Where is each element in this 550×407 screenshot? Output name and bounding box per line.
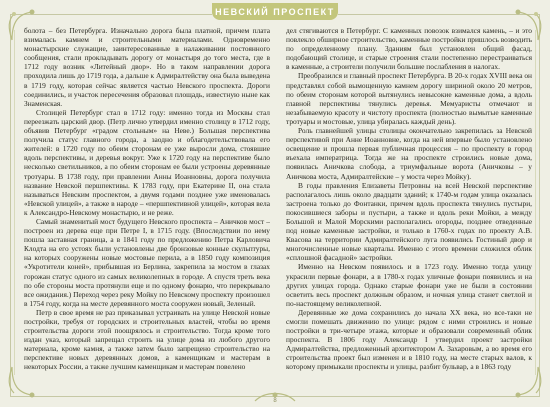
frame-inner-left-border: [14, 30, 15, 375]
paragraph: дел стягиваются в Петербург. С каменных повозок взимался камень, – и это повлекло обширное строительство, каменные постройки пришлось возводить по определенному плану. Зданиям был установлен общий фасад, подобающий столице, и старые строения стали постепенно перестраиваться в каменные, а строители получили большие послабления в налогах.: [286, 26, 532, 72]
frame-inner-right-border: [535, 30, 536, 375]
frame-right-border: [539, 14, 540, 397]
paragraph: Роль главнейшей улицы столицы окончательно закрепилась за Невской перспективой при Анне Иоанновне, когда на ней впервые было установлено освещение и прошла первая публичная процессия – по проспекту в город въехала императрица. Тогда же на проспекте строились новые дома, появилась Аничкова слобода, а триумфальные ворота (Аничковы – у Аничкова моста, Адмиралтейские – у моста через Мойку).: [286, 126, 532, 181]
text-column-left: [24, 26, 270, 372]
paragraph: Именно на Невском появилось и в 1723 году. Именно тогда улицу украсили первые фонари, а в 1780-х годах уличные фонари появились и на других улицах города. Однако старые фонари уже не были в состоянии осветить весь проспект должным образом, и ночная улица станет светлой и по-настоящему великолепной.: [286, 262, 532, 308]
paragraph: Столицей Петербург стал в 1712 году: именно тогда из Москвы стал переезжать царский двор. (Петр лично утвердил именно столицу в 1712 году, объявив Петербург «градом стольным» на Неве.) Большая перспектива получила статус главного города, а заодно и облагодетельствовала его жителей: в 1720 году по обеим сторонам ее уже выросли дома, стоявшие вдоль перспективы, и деревья вокруг. Уже к 1720 году на перспективе было несколько светильников, а по обеим сторонам ее были устроены деревянные тротуары. В 1738 году, при правлении Анны Иоанновны, дорога получила название Невской першпективы. К 1783 году, при Екатерине II, она стала называться Невским проспектом, а двумя годами позднее уже именовалась «Невской улицей», а также в народе – «першпективной улицей», которая вела к Александро-Невскому монастырю, и не реже.: [24, 107, 270, 217]
page-number: 8: [273, 398, 277, 404]
paragraph: Самый знаменитый мост будущего Невского проспекта – Аничков мост – построен из дерева еще при Петре I, в 1715 году. (Впоследствии по нему пошла заставная граница, а в 1841 году по предложению Петра Карловича Клодта на его устоях были установлены две бронзовые конные скульптуры, на которых сооружены новые мостовые перила, а в 1850 году композиция «Укротители коней», прибывшая из Берлина, закрепила за мостом в глазах горожан статус одного из самых великолепных в городе. А спустя треть века по обе стороны моста протянули еще и по одному фонарю, что перекрывало все ожидания.) Переход через реку Мойку по Невскому проспекту произошел в 1754 году, когда на месте деревянного моста сооружен новый, Зеленый.: [24, 216, 270, 308]
running-header: [212, 3, 338, 20]
paragraph: Петр в свое время не раз приказывал устраивать на улице Невской новые постройки, требуя от городских и строительных властей, чтобы во время строительства дороги этой поощрялось и строительство. Тогда кроме того издан указ, который запрещал строить на улице дома из любого другого материала, кроме камня, а также затем было запрещено строительство на перспективе новых деревянных домов, а каменщикам и мастерам в некоторых России, а также лучшим каменщикам и мастерам повелено: [24, 307, 270, 372]
header-title: НЕВСКИЙ ПРОСПЕКТ: [215, 6, 335, 17]
paragraph: болота – без Петербурга. Изначально дорога была платной, причем плата взималась камнем и строительными материалами. Одновременно монастырские служащие, заинтересованные в налаживании постоянного сообщения, стали прокладывать дорогу от монастыря до того места, где в 1712 году возник «Литейный двор». Но в таком направлении дорога проходила лишь до 1719 года, а дальше к Адмиралтейству она была выведена в 1719 году, которая сейчас является частью Невского проспекта. Дороги соединились, и участок пересечения образовал площадь, известную ныне как Знаменская.: [24, 26, 270, 108]
paragraph: В годы правления Елизаветы Петровны на всей Невской перспективе располагалось лишь около двадцати зданий; к 1740-м годам улица оказалась застроена только до Фонтанки, причем вдоль проспекта тянулись пустыри, покосившиеся заборы и пустыри, а также и вдоль реки Мойки, а между Большой и Малой Морскими располагались огороды, позднее отведенные под новые каменные застройки, и только в 1760-х годах по проекту А.В. Квасова на территории Адмиралтейского луга появились Гостиный двор и многочисленные новые кварталы. Именно с этого времени сложился облик «сплошной фасадной» застройки.: [286, 180, 532, 263]
paragraph: Деревянные же дома сохранились до начала XX века, но все-таки не смогли помешать движению по улице: рядом с ними строились и новые постройки в три-четыре этажа, которые и образовали современный облик проспекта. В 1806 году Александр I утвердил проект застройки Адмиралтейства, предложенный архитектором А. Захаровым, а во время его строительства проект был изменен и в 1810 году, на месте старых валов, к которому примыкали проспекты и улицы, разбит бульвар, а в 1863 году: [286, 307, 532, 372]
text-column-right: [286, 26, 532, 372]
paragraph: Преобразился и главный проспект Петербурга. В 20-х годах XVIII века он представлял собой вымощенную камнем дорогу шириной около 20 метров, по обеим сторонам которой вытянулись невысокие каменные дома, а вдоль главной перспективы тянулись деревья. Мемуаристы отмечают и незабываемую красоту и чистоту проспекта (полностью вымытые каменные тротуары и мостовые, улица убиралась каждый день).: [286, 71, 532, 126]
frame-left-border: [10, 14, 11, 397]
